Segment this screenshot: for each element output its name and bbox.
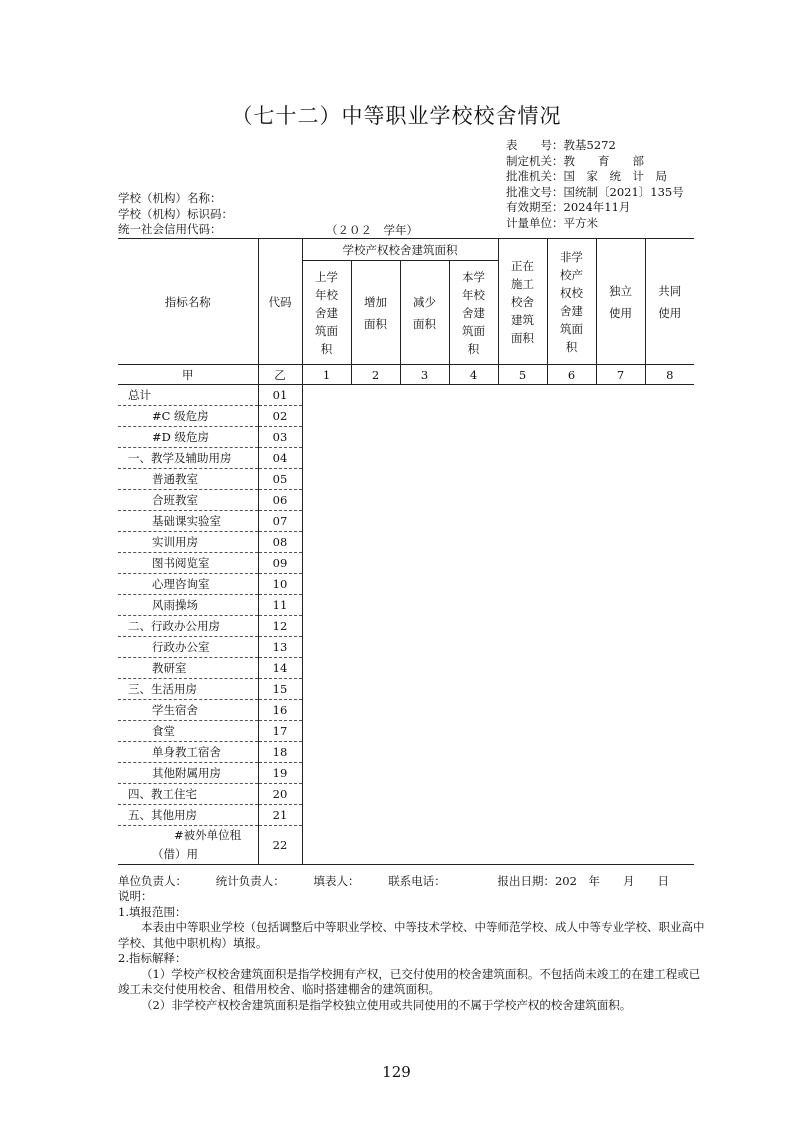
row-indicator-name: 实训用房 [118, 532, 258, 553]
column-index-cell: 4 [449, 365, 498, 385]
column-index-cell: 8 [645, 365, 694, 385]
row-code: 07 [258, 511, 302, 532]
row-code: 16 [258, 700, 302, 721]
header-code: 代码 [258, 239, 302, 365]
row-indicator-name: 心理咨询室 [118, 574, 258, 595]
header-this-year [449, 261, 498, 365]
column-index-cell: 5 [498, 365, 547, 385]
header-increase [351, 261, 400, 365]
header-decrease-label: 减少面积 [413, 294, 436, 331]
row-code: 03 [258, 427, 302, 448]
row-indicator-name: 单身教工宿舍 [118, 742, 258, 763]
header-independent-label: 独立使用 [609, 283, 632, 320]
row-indicator-name: 教研室 [118, 658, 258, 679]
row-code: 02 [258, 406, 302, 427]
notes-scope-text: 本表由中等职业学校（包括调整后中等职业学校、中等技术学校、中等师范学校、成人中等专业学校、职业高中学校、其他中职机构）填报。 [118, 920, 705, 950]
header-prev-year [302, 261, 351, 365]
header-shared-label: 共同使用 [658, 283, 682, 320]
building-area-table [118, 238, 694, 865]
approval-number: 批准文号：国统制〔2021〕135号 [506, 184, 684, 199]
row-indicator-name: #被外单位租（借）用 [118, 826, 258, 865]
column-index-cell: 6 [547, 365, 596, 385]
row-indicator-name: 四、教工住宅 [118, 784, 258, 805]
row-code: 05 [258, 469, 302, 490]
row-code: 19 [258, 763, 302, 784]
form-meta [506, 138, 684, 231]
header-indicator: 指标名称 [118, 239, 258, 365]
row-code: 13 [258, 637, 302, 658]
column-index-row [118, 365, 694, 385]
row-code: 20 [258, 784, 302, 805]
row-code: 15 [258, 679, 302, 700]
header-non-owned [547, 239, 596, 365]
row-code: 12 [258, 616, 302, 637]
row-code: 21 [258, 805, 302, 826]
valid-until: 有效期至：2024年11月 [506, 200, 631, 214]
header-under-construction [498, 239, 547, 365]
row-code: 06 [258, 490, 302, 511]
header-under-construction-label: 正在施工校舍建筑面积 [511, 258, 534, 345]
row-indicator-name: #D 级危房 [118, 427, 258, 448]
table-row [118, 385, 694, 406]
notes-heading: 说明： [118, 889, 153, 903]
signature-line: 单位负责人： 统计负责人： 填表人： 联系电话： 报出日期：202 年 月 日 [118, 874, 669, 888]
row-indicator-name: 风雨操场 [118, 595, 258, 616]
row-code: 11 [258, 595, 302, 616]
issuing-authority: 制定机关：教 育 部 [506, 153, 644, 168]
row-code: 04 [258, 448, 302, 469]
row-indicator-name: 二、行政办公用房 [118, 616, 258, 637]
approving-authority: 批准机关：国 家 统 计 局 [506, 169, 667, 183]
row-indicator-name: 总计 [118, 385, 258, 406]
row-code: 22 [258, 826, 302, 865]
notes-definitions-heading: 2.指标解释： [118, 951, 187, 965]
notes [118, 889, 708, 1013]
header-owned-group: 学校产权校舍建筑面积 [302, 239, 498, 261]
column-index-cell: 3 [400, 365, 449, 385]
row-code: 08 [258, 532, 302, 553]
row-indicator-name: 一、教学及辅助用房 [118, 448, 258, 469]
row-indicator-name: 基础课实验室 [118, 511, 258, 532]
column-index-cell: 2 [351, 365, 400, 385]
table-number: 表 号：教基5272 [506, 138, 616, 152]
page-title: （七十二）中等职业学校校舍情况 [231, 104, 562, 128]
row-code: 18 [258, 742, 302, 763]
header-prev-year-label: 上学年校舍建筑面积 [315, 269, 338, 356]
row-indicator-name: 其他附属用房 [118, 763, 258, 784]
row-code: 10 [258, 574, 302, 595]
row-indicator-name: 行政办公室 [118, 637, 258, 658]
page-number: 129 [382, 1063, 411, 1081]
header-increase-label: 增加面积 [364, 294, 387, 331]
row-indicator-name: #C 级危房 [118, 406, 258, 427]
measure-unit: 计量单位：平方米 [506, 215, 598, 230]
header-this-year-label: 本学年校舍建筑面积 [462, 269, 485, 356]
row-indicator-name: 图书阅览室 [118, 553, 258, 574]
row-indicator-name: 学生宿舍 [118, 700, 258, 721]
header-decrease [400, 261, 449, 365]
header-independent [596, 239, 645, 365]
column-index-cell: 7 [596, 365, 645, 385]
school-year: （２０２ 学年） [326, 223, 418, 237]
header-shared [645, 239, 694, 365]
credit-code-label: 统一社会信用代码： [118, 222, 222, 236]
school-name-label: 学校（机构）名称： [118, 191, 222, 205]
school-meta [118, 191, 233, 238]
notes-definition-1: （1）学校产权校舍建筑面积是指学校拥有产权，已交付使用的校舍建筑面积。不包括尚未竣工的在建工程或已竣工未交付使用校舍、租借用校舍、临时搭建棚舍的建筑面积。 [118, 966, 701, 996]
row-indicator-name: 三、生活用房 [118, 679, 258, 700]
data-entry-area[interactable] [302, 385, 694, 865]
row-code: 17 [258, 721, 302, 742]
row-indicator-name: 合班教室 [118, 490, 258, 511]
school-id-label: 学校（机构）标识码： [118, 206, 233, 221]
row-indicator-name: 五、其他用房 [118, 805, 258, 826]
row-code: 01 [258, 385, 302, 406]
row-indicator-name: 普通教室 [118, 469, 258, 490]
column-index-cell: 甲 [118, 365, 258, 385]
notes-scope-heading: 1.填报范围： [118, 904, 187, 919]
column-index-cell: 乙 [258, 365, 302, 385]
notes-definition-2: （2）非学校产权校舍建筑面积是指学校独立使用或共同使用的不属于学校产权的校舍建筑面积。 [141, 997, 632, 1012]
row-code: 09 [258, 553, 302, 574]
row-indicator-name: 食堂 [118, 721, 258, 742]
column-index-cell: 1 [302, 365, 351, 385]
header-non-owned-label: 非学校产权校舍建筑面积 [560, 249, 583, 354]
row-code: 14 [258, 658, 302, 679]
